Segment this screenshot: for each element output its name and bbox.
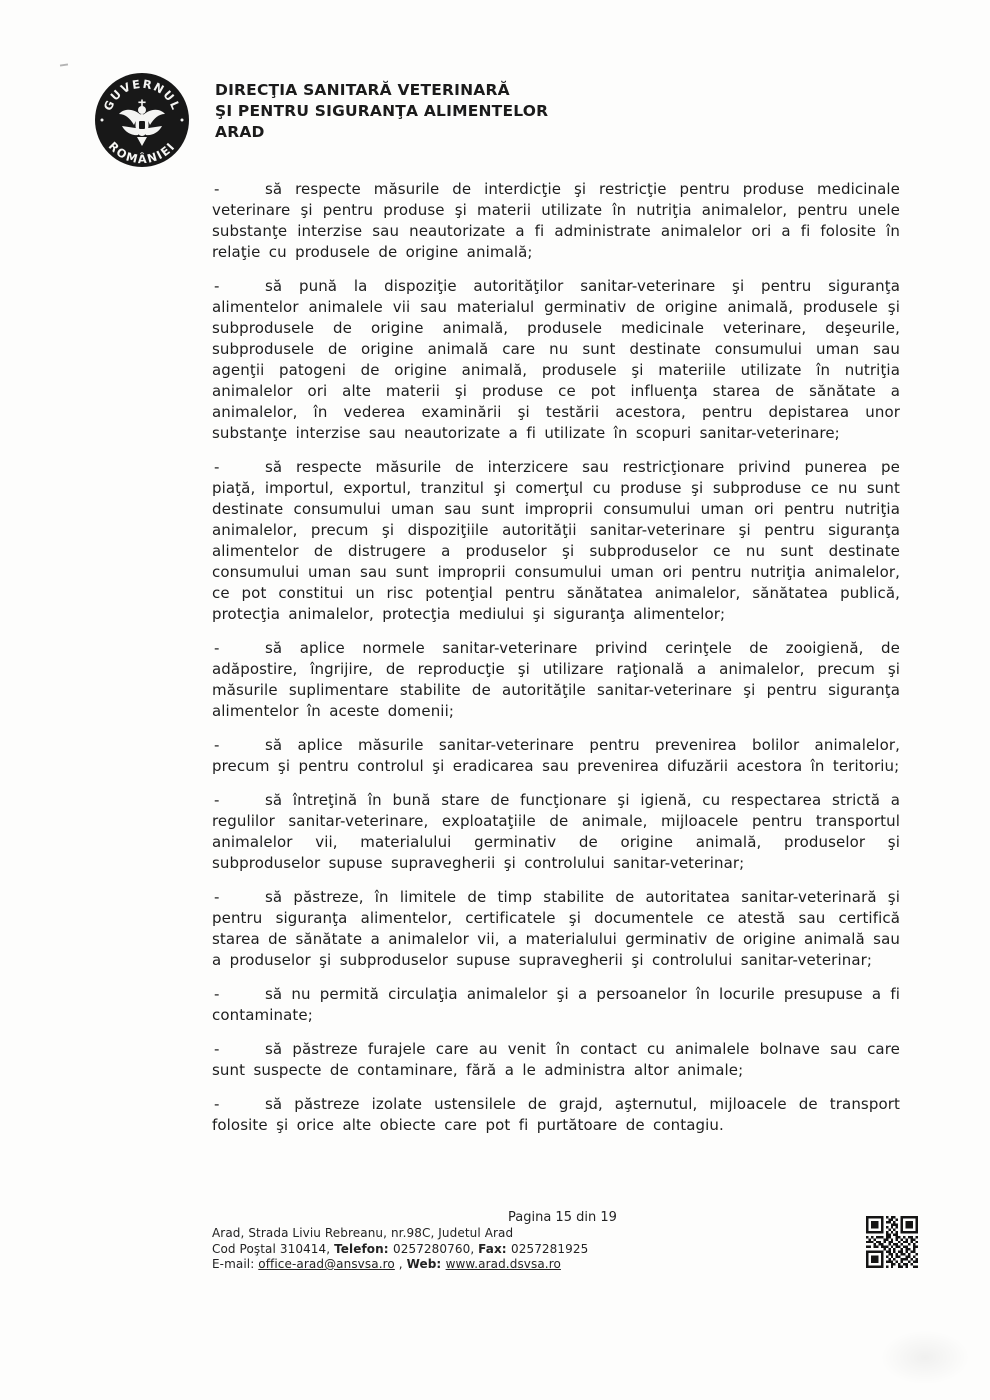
bullet-paragraph [212,1039,900,1081]
email-label: E-mail: [212,1257,259,1271]
bullet-marker: - [214,180,220,198]
bullet-text: să respecte măsurile de interdicţie şi restricţie pentru produse medicinale veterinare şi pentru produse şi materii utilizate în nutriţia animalelor, pentru unele substanţe interzise sau neautorizate a fi administrate animalelor ori a fi folosite în relaţie cu produsele de origine animală; [212,180,900,261]
scan-artifact-mark [60,63,68,66]
address-line2 [212,1242,588,1258]
bullet-marker: - [214,736,220,754]
bullet-paragraph [212,735,900,777]
web-link[interactable]: www.arad.dsvsa.ro [445,1257,561,1271]
government-seal-logo [92,70,192,170]
seal-top-text: GUVERNUL [100,76,184,113]
bullet-text: să păstreze furajele care au venit în contact cu animalele bolnave sau care sunt suspecte de contaminare, fără a le administra altor animale; [212,1040,900,1079]
email-link[interactable]: office-arad@ansvsa.ro [258,1257,395,1271]
bullet-text: să aplice normele sanitar-veterinare privind cerinţele de zooigienă, de adăpostire, îngrijire, de reproducţie şi utilizare raţională a animalelor, precum şi măsurile suplimentare stabilite de autorităţile sanitar-veterinare şi pentru siguranţa alimentelor în aceste domenii; [212,639,900,720]
phone-label: Telefon: [334,1241,393,1256]
bullet-marker: - [214,985,220,1003]
bullet-marker: - [214,1040,220,1058]
bullet-paragraph [212,276,900,444]
qr-code [866,1216,918,1268]
bullet-paragraph [212,638,900,722]
document-body [212,179,900,1149]
bullet-paragraph [212,790,900,874]
bullet-marker: - [214,791,220,809]
org-name-line1: DIRECŢIA SANITARĂ VETERINARĂ [215,81,510,99]
address-line3 [212,1257,588,1273]
seal-bottom-text: ROMÂNIEI [105,138,179,167]
bullet-text: să păstreze izolate ustensilele de grajd, aşternutul, mijloacele de transport folosite şi orice alte obiecte care pot fi purtătoare de contagiu. [212,1095,900,1134]
letterhead [215,80,548,143]
bullet-paragraph [212,179,900,263]
bullet-text: să respecte măsurile de interzicere sau restricţionare privind punerea pe piaţă, importul, exportul, tranzitul şi comerţul cu produse şi subproduse ce nu sunt destinate consumului uman sau sunt improprii consumului uman ori pentru nutriţia animalelor, precum şi dispoziţiile autorităţii sanitar-veterinare şi pentru siguranţa alimentelor de distrugere a produselor şi subproduselor ce nu sunt destinate consumului uman sau sunt improprii consumului uman ori pentru nutriţia animalelor, ce pot constitui un risc potenţial pentru sănătatea animalelor, sănătatea publică, protecţia animalelor, protecţia mediului şi siguranţa alimentelor; [212,458,900,623]
page-number: Pagina 15 din 19 [508,1210,617,1225]
bullet-text: să întreţină în bună stare de funcţionare şi igienă, cu respectarea strictă a regulilor sanitar-veterinare, exploataţiile de animale, mijloacele pentru transportul animalelor vii, materialului germinativ de origine animală, produselor şi subproduselor supuse supravegherii şi controlului sanitar-veterinar; [212,791,900,872]
bullet-text: să păstreze, în limitele de timp stabilite de autoritatea sanitar-veterinară şi pentru siguranţa alimentelor, certificatele şi documentele ce atestă sau certifică starea de sănătate a animalelor vii, a materialului germinativ de origine animală sau a produselor şi subproduselor supuse supravegherii şi controlului sanitar-veterinar; [212,888,900,969]
postal-code: Cod Poştal 310414, [212,1241,335,1256]
bullet-paragraph [212,1094,900,1136]
bullet-marker: - [214,458,220,476]
bullet-text: să pună la dispoziţie autorităţilor sanitar-veterinare şi pentru siguranţa alimentelor animalele vii sau materialul germinativ de origine animală, produsele şi subprodusele de origine animală, produsele medicinale veterinare, deşeurile, subprodusele de origine animală care nu sunt destinate consumului uman sau agenţii patogeni de origine animală, produsele şi materiile utilizate în nutriţia animalelor ori alte materii şi produse ce pot influenţa starea de sănătate a animalelor, în vederea examinării şi testării acestora, pentru depistarea unor substanţe interzise sau neautorizate a fi utilizate în scopuri sanitar-veterinare; [212,277,900,442]
bullet-text: să nu permită circulaţia animalelor şi a persoanelor în locurile presupuse a fi contaminate; [212,985,900,1024]
separator: , [394,1257,407,1271]
web-label: Web: [406,1257,446,1271]
fax-number: 0257281925 [510,1241,589,1256]
address-line1: Arad, Strada Liviu Rebreanu, nr.98C, Judetul Arad [212,1226,514,1240]
bullet-marker: - [214,888,220,906]
bullet-paragraph [212,457,900,625]
org-name-line3: ARAD [215,123,265,141]
bullet-marker: - [214,639,220,657]
bullet-text: să aplice măsurile sanitar-veterinare pentru prevenirea bolilor animalelor, precum şi pentru controlul şi eradicarea sau prevenirea difuzării acestora în teritoriu; [212,736,900,775]
bullet-marker: - [214,1095,220,1113]
footer-address-block [212,1226,588,1273]
phone-number: 0257280760, [392,1241,479,1256]
bullet-paragraph [212,887,900,971]
scan-smudge [880,1330,970,1385]
romania-coat-of-arms-icon [92,70,192,170]
fax-label: Fax: [478,1241,511,1256]
org-name-line2: ŞI PENTRU SIGURANŢA ALIMENTELOR [215,102,549,120]
bullet-paragraph [212,984,900,1026]
bullet-marker: - [214,277,220,295]
